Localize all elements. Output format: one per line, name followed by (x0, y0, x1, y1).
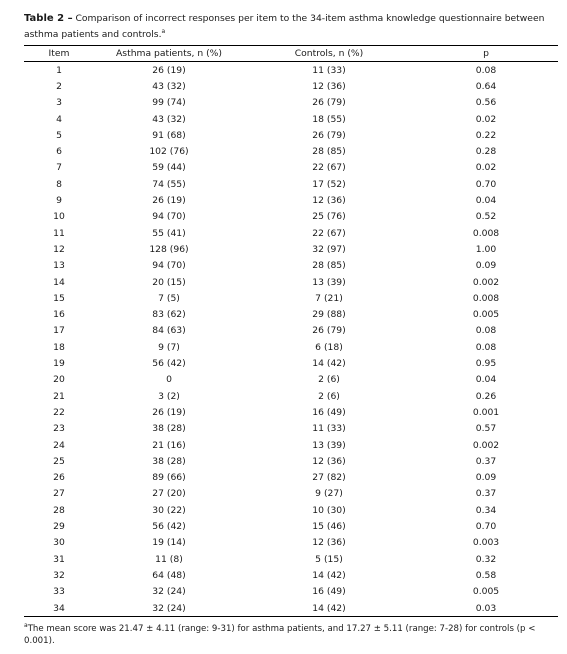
cell-item: 20 (53, 374, 65, 386)
table-row (24, 225, 558, 241)
cell-controls: 28 (85) (312, 146, 346, 158)
cell-asthma: 21 (16) (152, 439, 186, 451)
cell-p-value: 0.09 (475, 472, 497, 484)
cell-item: 1 (56, 64, 62, 76)
cell-controls: 14 (42) (312, 358, 346, 370)
cell-p-value: 0.28 (475, 146, 497, 158)
column-header-controls: Controls, n (%) (294, 48, 364, 60)
cell-controls: 2 (6) (318, 374, 340, 386)
table-row (24, 274, 558, 290)
cell-item: 9 (56, 195, 62, 207)
cell-item: 29 (53, 521, 65, 533)
cell-asthma: 20 (15) (152, 276, 186, 288)
table-row (24, 421, 558, 437)
table-row (24, 127, 558, 143)
cell-asthma: 38 (28) (152, 455, 186, 467)
table-row (24, 437, 558, 453)
table-row (24, 160, 558, 176)
cell-item: 24 (53, 439, 65, 451)
cell-item: 12 (53, 243, 65, 255)
cell-controls: 17 (52) (312, 178, 346, 190)
cell-p-value: 0.08 (475, 64, 497, 76)
caption-footnote-marker: a (161, 27, 166, 35)
cell-p-value: 0.64 (475, 81, 497, 92)
table-row (24, 339, 558, 355)
cell-asthma: 74 (55) (152, 178, 186, 190)
cell-controls: 14 (42) (312, 569, 346, 581)
table-header-row (24, 46, 558, 61)
cell-asthma: 30 (22) (152, 504, 186, 516)
table-row (24, 209, 558, 225)
table-row (24, 551, 558, 567)
cell-p-value: 0.09 (475, 260, 497, 272)
cell-p-value: 0.001 (472, 406, 500, 418)
cell-asthma: 102 (76) (149, 146, 189, 158)
cell-p-value: 0.02 (475, 162, 497, 174)
cell-controls: 16 (49) (312, 586, 346, 598)
cell-item: 2 (56, 81, 62, 92)
cell-item: 22 (53, 406, 65, 418)
cell-item: 7 (56, 162, 62, 174)
cell-asthma: 55 (41) (152, 227, 186, 239)
cell-item: 16 (53, 309, 65, 321)
cell-item: 33 (53, 586, 65, 598)
table-row (24, 241, 558, 257)
cell-controls: 12 (36) (312, 195, 346, 207)
cell-item: 17 (53, 325, 65, 337)
cell-asthma: 26 (19) (152, 195, 186, 207)
cell-asthma: 59 (44) (152, 162, 186, 174)
cell-item: 8 (56, 178, 62, 190)
cell-asthma: 83 (62) (152, 309, 186, 321)
cell-controls: 22 (67) (312, 227, 346, 239)
cell-p-value: 0.37 (475, 488, 497, 500)
cell-controls: 6 (18) (315, 341, 343, 353)
cell-p-value: 0.04 (475, 374, 497, 386)
cell-controls: 28 (85) (312, 260, 346, 272)
cell-p-value: 1.00 (475, 243, 497, 255)
table-row (24, 323, 558, 339)
cell-controls: 29 (88) (312, 309, 346, 321)
cell-item: 25 (53, 455, 65, 467)
table-row (24, 518, 558, 534)
cell-p-value: 0.002 (472, 276, 500, 288)
table-row (24, 404, 558, 420)
table-row (24, 355, 558, 371)
cell-p-value: 0.52 (475, 211, 497, 223)
cell-p-value: 0.008 (472, 227, 500, 239)
cell-item: 13 (53, 260, 65, 272)
cell-asthma: 9 (7) (158, 341, 180, 353)
table-row (24, 95, 558, 111)
cell-p-value: 0.005 (472, 586, 500, 598)
cell-p-value: 0.32 (475, 553, 497, 565)
cell-asthma: 91 (68) (152, 129, 186, 141)
cell-controls: 11 (33) (312, 423, 346, 435)
cell-item: 23 (53, 423, 65, 435)
table-container (24, 13, 558, 647)
cell-asthma: 7 (5) (158, 292, 180, 304)
cell-item: 10 (53, 211, 65, 223)
cell-asthma: 19 (14) (152, 537, 186, 549)
cell-item: 15 (53, 292, 65, 304)
cell-controls: 16 (49) (312, 406, 346, 418)
cell-asthma: 26 (19) (152, 64, 186, 76)
cell-asthma: 43 (32) (152, 113, 186, 125)
column-header-item: Item (48, 48, 70, 60)
cell-item: 32 (53, 569, 65, 581)
table-row (24, 192, 558, 208)
cell-controls: 18 (55) (312, 113, 346, 125)
table-caption (24, 13, 558, 41)
cell-p-value: 0.70 (475, 521, 497, 533)
cell-asthma: 43 (32) (152, 81, 186, 92)
table-caption-text: Comparison of incorrect responses per item to the 34-item asthma knowledge questionnaire between asthma patients and controls. (24, 13, 545, 40)
cell-controls: 13 (39) (312, 439, 346, 451)
cell-controls: 22 (67) (312, 162, 346, 174)
table-footnote (24, 620, 558, 647)
cell-asthma: 27 (20) (152, 488, 186, 500)
cell-asthma: 94 (70) (152, 260, 186, 272)
table-body (24, 62, 558, 616)
cell-item: 11 (53, 227, 65, 239)
cell-asthma: 38 (28) (152, 423, 186, 435)
cell-asthma: 64 (48) (152, 569, 186, 581)
cell-asthma: 84 (63) (152, 325, 186, 337)
cell-asthma: 128 (96) (149, 243, 189, 255)
cell-p-value: 0.005 (472, 309, 500, 321)
cell-p-value: 0.95 (475, 358, 497, 370)
footnote-text: The mean score was 21.47 ± 4.11 (range: 9-31) for asthma patients, and 17.27 ± 5.11 (range: 7-28) for controls (p < 0.001). (24, 624, 536, 647)
table-row (24, 290, 558, 306)
cell-controls: 12 (36) (312, 81, 346, 92)
table-label: Table 2 – (24, 13, 73, 24)
cell-controls: 14 (42) (312, 602, 346, 614)
table-row (24, 307, 558, 323)
cell-controls: 12 (36) (312, 455, 346, 467)
table-row (24, 78, 558, 94)
cell-controls: 26 (79) (312, 325, 346, 337)
cell-item: 18 (53, 341, 65, 353)
cell-controls: 15 (46) (312, 521, 346, 533)
cell-p-value: 0.002 (472, 439, 500, 451)
table-bottom-rule (24, 616, 558, 617)
table-row (24, 111, 558, 127)
cell-controls: 25 (76) (312, 211, 346, 223)
cell-item: 28 (53, 504, 65, 516)
table-row (24, 176, 558, 192)
cell-controls: 7 (21) (315, 292, 343, 304)
cell-item: 19 (53, 358, 65, 370)
cell-item: 4 (56, 113, 62, 125)
cell-controls: 27 (82) (312, 472, 346, 484)
cell-item: 30 (53, 537, 65, 549)
cell-p-value: 0.70 (475, 178, 497, 190)
cell-controls: 32 (97) (312, 243, 346, 255)
cell-asthma: 32 (24) (152, 586, 186, 598)
cell-asthma: 0 (166, 374, 172, 386)
cell-p-value: 0.22 (475, 129, 497, 141)
table-row (24, 62, 558, 78)
cell-p-value: 0.02 (475, 113, 497, 125)
table-row (24, 502, 558, 518)
cell-controls: 11 (33) (312, 64, 346, 76)
cell-asthma: 56 (42) (152, 358, 186, 370)
cell-p-value: 0.37 (475, 455, 497, 467)
cell-p-value: 0.08 (475, 325, 497, 337)
cell-controls: 26 (79) (312, 129, 346, 141)
cell-asthma: 56 (42) (152, 521, 186, 533)
cell-item: 6 (56, 146, 62, 158)
table-row (24, 469, 558, 485)
column-header-p: p (483, 48, 489, 60)
column-header-asthma: Asthma patients, n (%) (116, 48, 222, 60)
cell-controls: 12 (36) (312, 537, 346, 549)
cell-asthma: 94 (70) (152, 211, 186, 223)
footnote-marker: a (24, 622, 28, 630)
table-row (24, 258, 558, 274)
cell-item: 27 (53, 488, 65, 500)
table-row (24, 567, 558, 583)
table-row (24, 453, 558, 469)
cell-item: 5 (56, 129, 62, 141)
cell-p-value: 0.57 (475, 423, 497, 435)
cell-p-value: 0.003 (472, 537, 500, 549)
cell-controls: 13 (39) (312, 276, 346, 288)
table-row (24, 144, 558, 160)
cell-asthma: 3 (2) (158, 390, 180, 402)
cell-p-value: 0.04 (475, 195, 497, 207)
table-row (24, 535, 558, 551)
cell-asthma: 26 (19) (152, 406, 186, 418)
table-row (24, 388, 558, 404)
cell-asthma: 32 (24) (152, 602, 186, 614)
table-row (24, 584, 558, 600)
cell-item: 14 (53, 276, 65, 288)
cell-asthma: 11 (8) (155, 553, 183, 565)
table-row (24, 486, 558, 502)
cell-controls: 9 (27) (315, 488, 343, 500)
cell-item: 21 (53, 390, 65, 402)
cell-item: 34 (53, 602, 65, 614)
cell-asthma: 89 (66) (152, 472, 186, 484)
cell-p-value: 0.08 (475, 341, 497, 353)
cell-p-value: 0.008 (472, 292, 500, 304)
cell-p-value: 0.26 (475, 390, 497, 402)
cell-p-value: 0.56 (475, 97, 497, 109)
cell-p-value: 0.03 (475, 602, 497, 614)
cell-controls: 2 (6) (318, 390, 340, 402)
table-row (24, 600, 558, 616)
cell-item: 26 (53, 472, 65, 484)
cell-item: 31 (53, 553, 65, 565)
table-row (24, 372, 558, 388)
cell-p-value: 0.34 (475, 504, 497, 516)
cell-p-value: 0.58 (475, 569, 497, 581)
cell-controls: 26 (79) (312, 97, 346, 109)
cell-asthma: 99 (74) (152, 97, 186, 109)
cell-controls: 5 (15) (315, 553, 343, 565)
cell-item: 3 (56, 97, 62, 109)
cell-controls: 10 (30) (312, 504, 346, 516)
